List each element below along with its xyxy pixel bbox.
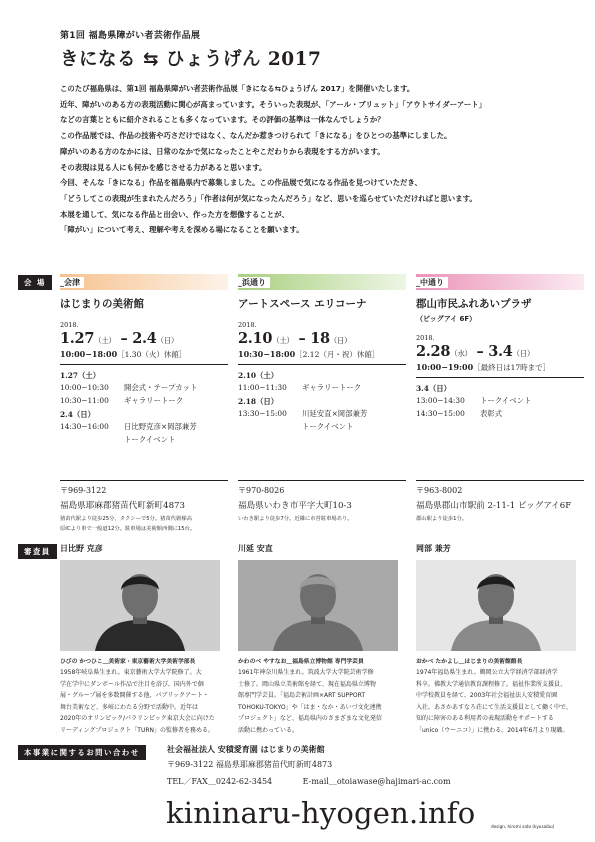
header [60,28,321,71]
venue-year: 2018. [416,334,435,342]
divider [238,480,406,481]
venue-address-hamadori [238,476,406,525]
venue-street-address: 福島県いわき市平字大町10-3 [238,501,352,511]
closed-note: ［1.30（火）休館］ [117,350,187,359]
event-label: 日比野克彦×岡部兼芳 トークイベント [124,422,197,444]
start-weekday: （水） [450,349,472,358]
venue-nakadori [416,274,584,451]
start-weekday: （土） [272,336,294,345]
judge-title: かわのべ やすなお＿福島県立博物館 専門学芸員 [238,659,364,665]
opening-hours: 10:30−18:00 [238,349,296,359]
contact-tel: TEL／FAX＿0242-62-3454 [167,777,273,786]
portrait-photo [60,560,220,651]
venue-name: アートスペース エリコーナ [238,298,367,310]
postal-code: 〒970-8026 [238,486,285,495]
venue-label: 会 場 [18,275,52,290]
intro-line: 本展を通して、気になる作品と出会い、作った方を想像することが、 [60,209,289,219]
event-time: 14:30−15:00 [416,409,465,418]
postal-code: 〒969-3122 [60,486,107,495]
venue-region-label: _中通り [416,277,448,288]
divider [416,377,584,378]
opening-hours: 10:00−18:00 [60,349,118,359]
divider [60,480,228,481]
title-hyogen: ひょうげん [165,49,261,70]
venue-address-aizu [60,476,228,534]
date-separator: – [293,330,311,347]
venue-hours [60,349,228,360]
judges-label: 審査員 [18,544,57,559]
event-day: 3.4（日） [416,384,452,393]
venue-region-stripe [238,274,406,290]
event-subtitle: 第1回 福島県障がい者芸術作品展 [60,31,201,41]
event-label: 川延安直×岡部兼芳 トークイベント [302,409,368,431]
contact-organization: 社会福祉法人 安積愛育園 はじまりの美術館 [167,745,325,754]
intro-line: この作品展では、作品の技術や巧さだけではなく、なんだか惹きつけられて「きになる」をひとつの基準にしました。 [60,131,452,141]
event-label: ギャラリートーク [302,383,362,392]
date-separator: – [115,330,133,347]
divider [60,364,228,365]
event-row [416,394,584,407]
venue-dates [60,330,228,347]
judge-bio: 1974年福島県生まれ。鶴岡公立大学経済学部経済学 科卒。佛教大学通信教育課程修了。福祉作業所支援員、 中学校教員を経て、2003年社会福祉法人安積愛育園 入社。あさかあすなろ荘にて生活支援員として働く中で、 知的に障害のある利用者の表現活動をサポートする 「unico（ウーニコ）」に携わる。2014年6月より現職。 [416,669,572,734]
judge-kawanobe [238,543,398,737]
design-credit: design, hiromi sato (kyusaibu) [491,824,555,829]
intro-line: このたび福島県は、第1回 福島県障がい者芸術作品展「きになる⇆ひょうげん 2017」を開催いたします。 [60,84,415,93]
contact-label: 本事業に関するお問い合わせ [18,745,146,760]
intro-line: その表現は見る人にも何かを感じさせる力があると思います。 [60,162,267,172]
postal-code: 〒963-8002 [416,486,463,495]
intro-line: などの言葉とともに紹介されることも多くなっています。その評価の基準は一体なんでしょうか？ [60,115,385,125]
closed-note: ［最終日は17時まで］ [473,363,551,372]
event-day: 1.27（土） [60,371,101,380]
event-time: 13:00−14:30 [416,396,465,405]
judge-photo [238,560,398,651]
event-day: 2.18（日） [238,397,279,406]
start-date: 2.10 [238,330,273,347]
contact-block [167,744,451,787]
venue-region-label: _会津 [60,277,84,288]
end-weekday: （日） [156,336,179,345]
judge-name: 岡部 兼芳 [416,544,451,553]
event-label: トークイベント [480,396,532,405]
venue-dates [416,343,584,360]
access-info [60,515,228,534]
end-date: 18 [310,330,330,347]
intro-line: 「障がい」について考え、理解や考えを深める場になることを願います。 [60,225,304,235]
event-row [238,407,406,433]
event-time: 10:00−10:30 [60,383,109,392]
event-day: 2.4（日） [60,410,96,419]
website-url-link[interactable]: kininaru-hyogen.info [166,796,476,830]
contact-tel-row [167,776,451,787]
event-schedule [416,383,584,451]
judge-hibino [60,543,220,737]
venue-hamadori [238,274,406,438]
judge-title: おかべ たかよし＿はじまりの美術館館長 [416,659,523,665]
event-label: ギャラリートーク [124,396,184,405]
event-time: 10:30−11:00 [60,396,109,405]
title-kininaru: きになる [60,49,137,70]
venue-name: 郡山市民ふれあいプラザ [416,298,532,310]
event-label: 開会式・テープカット [124,383,198,392]
start-date: 1.27 [60,330,95,347]
start-date: 2.28 [416,343,451,360]
portrait-photo [416,560,576,651]
venue-subname: （ビッグアイ 6F） [416,315,477,323]
intro-line: 今回、そんな「きになる」作品を福島県内で募集しました。この作品展で気になる作品を見つけていただき、 [60,178,422,188]
venue-hours [238,349,406,360]
event-row [60,394,228,407]
opening-hours: 10:00−19:00 [416,362,474,372]
contact-address: 〒969-3122 福島県耶麻郡猪苗代町新町4873 [167,760,333,769]
event-schedule [60,370,228,446]
venue-name: はじまりの美術館 [60,298,144,310]
venue-aizu [60,274,228,446]
event-time: 13:30−15:00 [238,409,287,418]
venue-street-address: 福島県耶麻郡猪苗代町新町4873 [60,501,185,511]
judge-bio: 1958年岐阜県生まれ。東京藝術大学大学院修了。大 学在学中にダンボール作品で注目を浴び、国内外で個 展・グループ展を多数開催する他、パブリックアート・ 舞台美術など、多岐にわたる分野で活動中。近年は 2020年のオリンピック/パラリンピック東京大会に向けた リーディングプロジェクト「TURN」の監修者を務める。 [60,669,215,734]
end-date: 3.4 [488,343,513,360]
venue-dates [238,330,406,347]
event-schedule [238,370,406,438]
venue-street-address: 福島県郡山市駅前 2-11-1 ビッグアイ6F [416,501,572,511]
closed-note: ［2.12（月・祝）休館］ [295,350,380,359]
event-row [416,407,584,420]
intro-text [60,81,560,238]
portrait-photo [238,560,398,651]
event-row [60,381,228,394]
end-weekday: （日） [329,336,352,345]
event-row [238,381,406,394]
title-arrows-icon: ⇆ [142,49,159,70]
event-time: 11:00−11:30 [238,383,287,392]
divider [238,364,406,365]
access-line: 猪苗代駅より徒歩25分、タクシーで5分。猪苗代磐梯高 [60,516,192,522]
judge-name: 日比野 克彦 [60,544,103,553]
title-year: 2017 [267,49,322,70]
event-day: 2.10（土） [238,371,279,380]
intro-line: 「どうしてこの表現が生まれたんだろう」「作者は何が気になったんだろう」など、思いを巡らせていただければと思います。 [60,193,477,203]
start-weekday: （土） [94,336,116,345]
judge-bio: 1961年神奈川県生まれ。筑波大学大学院芸術学修 士修了。岡山県立美術館を経て、現在福島県立博物 館専門学芸員。「福島芸術計画×ART SUPPORT TOHOKU-TOKYO」や「はま・なか・あいづ文化連携 プロジェクト」など、福島県内のさまざまな文化発信 活動に携わっている。 [238,669,382,734]
end-weekday: （日） [512,349,535,358]
event-title [60,45,321,71]
venue-hours [416,362,584,373]
judge-title: ひびの かつひこ＿美術家・東京藝術大学美術学部長 [60,659,196,665]
intro-line: 障がいのある方のなかには、日常のなかで気になったことやこだわりから表現をする方がいます。 [60,146,385,156]
venue-region-stripe [60,274,228,290]
judge-photo [60,560,220,651]
date-separator: – [471,343,489,360]
venue-address-nakadori [416,476,584,525]
venue-year: 2018. [60,321,79,329]
venue-year: 2018. [238,321,257,329]
venue-region-stripe [416,274,584,290]
judge-photo [416,560,576,651]
judge-name: 川延 安直 [238,544,273,553]
access-line: 原ICより車で一般道12分。駐車場は美術館西側に15台。 [60,525,196,532]
contact-email[interactable]: E-mail＿otoiawase@hajimari-ac.com [302,777,451,786]
access-line: 郡山駅より徒歩1分。 [416,516,468,522]
event-time: 14:30−16:00 [60,422,109,431]
intro-line: 近年、障がいのある方の表現活動に関心が高まっています。そういった表現が、「アール・ブリュット」「アウトサイダーアート」 [60,99,487,109]
end-date: 2.4 [132,330,157,347]
access-info [238,515,406,525]
access-info [416,515,584,525]
judge-okabe [416,543,576,737]
venue-region-label: _浜通り [238,277,270,288]
access-line: いわき駅より徒歩7分。近隣に市営駐車場あり。 [238,516,353,522]
event-label: 表彰式 [480,409,503,418]
event-row [60,420,228,446]
divider [416,480,584,481]
